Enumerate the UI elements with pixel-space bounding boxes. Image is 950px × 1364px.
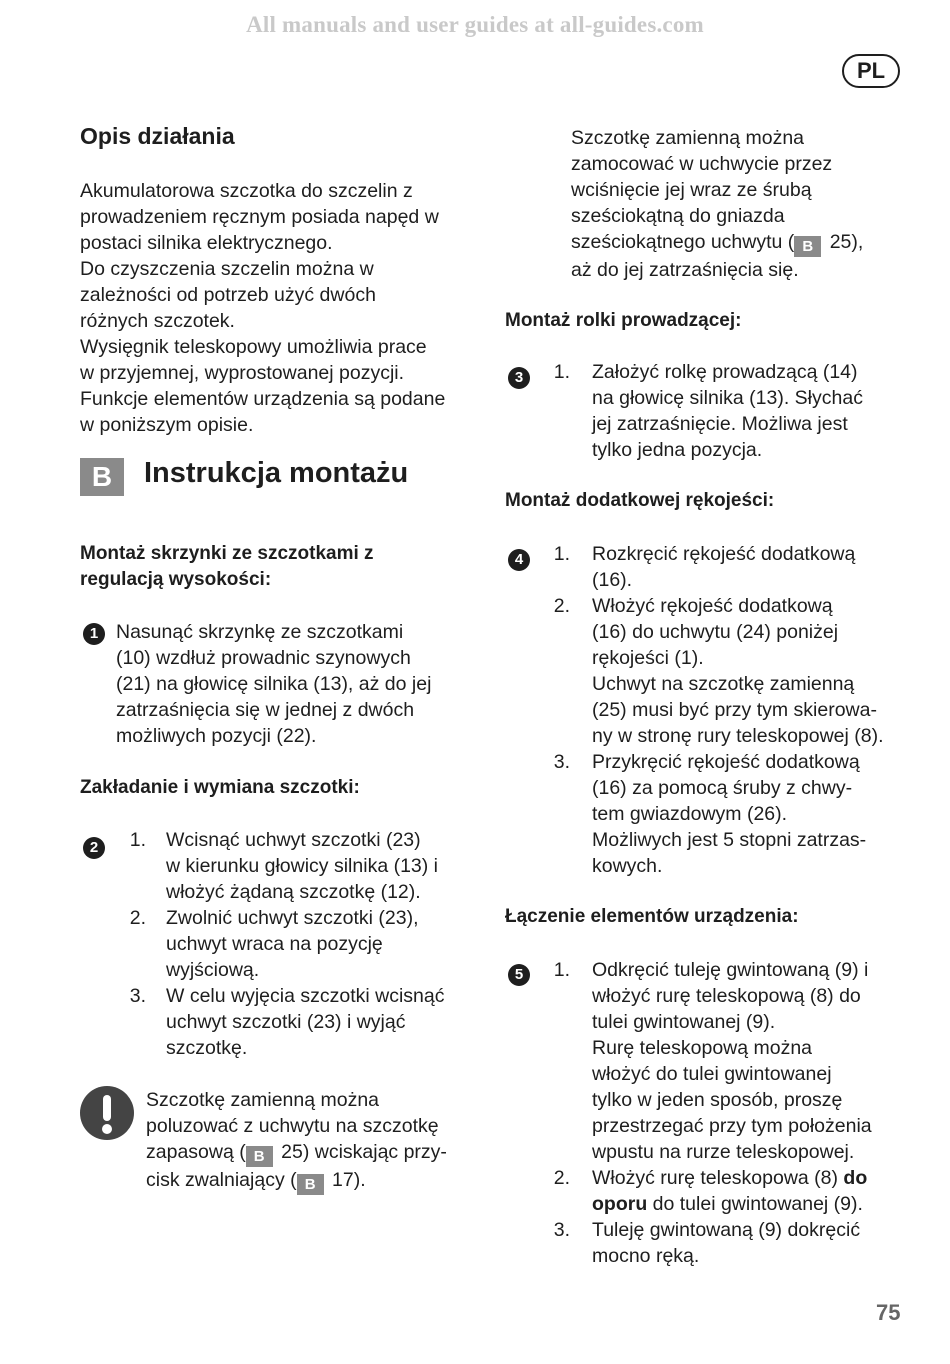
- text-line: Akumulatorowa szczotka do szczelin z: [80, 180, 413, 202]
- list-item: [116, 827, 486, 905]
- page-number: 75: [876, 1300, 901, 1325]
- laczenie-steps: [540, 957, 910, 1269]
- figure-b-box: B: [80, 458, 124, 496]
- opis-paragraph: [80, 178, 490, 438]
- text-fragment: 25),: [824, 231, 864, 253]
- text-line: Przykręcić rękojeść dodatkową: [592, 751, 860, 773]
- text-line: Do czyszczenia szczelin można w: [80, 258, 374, 280]
- text-line: kowych.: [592, 855, 663, 877]
- text-line: Odkręcić tuleję gwintowaną (9) i: [592, 959, 869, 981]
- rolka-steps: [540, 359, 910, 463]
- text-line: ny w stronę rury teleskopowej (8).: [592, 725, 884, 747]
- text-line: [571, 229, 911, 257]
- step-4-icon: 4: [508, 549, 530, 571]
- step-1-icon: 1: [83, 623, 105, 645]
- text-line: postaci silnika elektrycznego.: [80, 232, 333, 254]
- text-line: wciśnięcie jej wraz ze śrubą: [571, 179, 812, 201]
- text-line: włożyć do tulei gwintowanej: [592, 1063, 832, 1085]
- watermark: All manuals and user guides at all-guides.com: [246, 12, 704, 37]
- step-number: 1.: [553, 543, 570, 565]
- text-line: Wysięgnik teleskopowy umożliwia prace: [80, 336, 427, 358]
- heading-line: Montaż skrzynki ze szczotkami z: [80, 543, 374, 564]
- text-line: tem gwiazdowym (26).: [592, 803, 788, 825]
- list-item: [540, 749, 910, 879]
- text-line: [146, 1167, 486, 1195]
- step-number: 2.: [553, 1167, 570, 1189]
- text-line: Możliwych jest 5 stopni zatrzas-: [592, 829, 867, 851]
- text-line: Włożyć rękojeść dodatkową: [592, 595, 833, 617]
- step-text: [592, 593, 884, 749]
- step-number: 1.: [553, 361, 570, 383]
- text-line: wyjściową.: [166, 959, 260, 981]
- skrzynka-paragraph: [116, 619, 476, 749]
- step-text: [592, 541, 855, 593]
- language-badge: PL: [842, 54, 900, 88]
- step-number: 1.: [129, 829, 146, 851]
- rolka-heading: Montaż rolki prowadzącej:: [505, 310, 742, 331]
- text-line: włożyć rurę teleskopową (8) do: [592, 985, 861, 1007]
- figure-b-ref: B: [246, 1146, 273, 1167]
- step-text: [592, 957, 872, 1165]
- heading-line: regulacją wysokości:: [80, 569, 272, 590]
- exclamation-bar: [103, 1095, 111, 1121]
- text-line: tulei gwintowanej (9).: [592, 1011, 776, 1033]
- step-text: [592, 749, 866, 879]
- bold-text: do: [843, 1167, 868, 1189]
- list-item: [540, 1217, 910, 1269]
- text-line: uchwyt wraca na pozycję: [166, 933, 383, 955]
- text-line: (16) do uchwytu (24) poniżej: [592, 621, 839, 643]
- text-line: w przyjemnej, wyprostowanej pozycji.: [80, 362, 405, 384]
- text-line: W celu wyjęcia szczotki wcisnąć: [166, 985, 445, 1007]
- text-line: w kierunku głowicy silnika (13) i: [166, 855, 439, 877]
- text-line: zatrzaśnięcia się w jednej z dwóch: [116, 699, 415, 721]
- list-item: [116, 983, 486, 1061]
- text-line: szczotkę.: [166, 1037, 248, 1059]
- bold-text: oporu: [592, 1193, 648, 1215]
- text-line: rękojeści (1).: [592, 647, 704, 669]
- section-heading-opis: Opis działania: [80, 123, 235, 149]
- text-line: Wcisnąć uchwyt szczotki (23): [166, 829, 421, 851]
- step-2-icon: 2: [83, 837, 105, 859]
- text-fragment: Włożyć rurę teleskopowa (8): [592, 1167, 844, 1189]
- text-line: [146, 1139, 486, 1167]
- text-line: (21) na głowicę silnika (13), aż do jej: [116, 673, 432, 695]
- step-number: 2.: [553, 595, 570, 617]
- text-fragment: 25) wciskając przy-: [275, 1141, 447, 1163]
- text-line: poluzować z uchwytu na szczotkę: [146, 1115, 439, 1137]
- uwaga-paragraph: [146, 1087, 486, 1195]
- text-line: włożyć żądaną szczotkę (12).: [166, 881, 421, 903]
- step-text: [166, 905, 418, 983]
- text-fragment: zapasową (: [146, 1141, 246, 1163]
- text-line: Tuleję gwintowaną (9) dokręcić: [592, 1219, 861, 1241]
- text-line: Funkcje elementów urządzenia są podane: [80, 388, 446, 410]
- text-line: (10) wzdłuż prowadnic szynowych: [116, 647, 411, 669]
- step-5-icon: 5: [508, 964, 530, 986]
- step-number: 1.: [553, 959, 570, 981]
- list-item: [540, 1165, 910, 1217]
- step-number: 3.: [553, 751, 570, 773]
- skrzynka-heading: [80, 541, 374, 593]
- zakladanie-steps: [116, 827, 486, 1061]
- text-line: na głowicę silnika (13). Słychać: [592, 387, 863, 409]
- text-line: Uchwyt na szczotkę zamienną: [592, 673, 855, 695]
- text-fragment: sześciokątnego uchwytu (: [571, 231, 795, 253]
- text-line: Założyć rolkę prowadzącą (14): [592, 361, 858, 383]
- step-text: [592, 359, 863, 463]
- text-line: wpustu na rurze teleskopowej.: [592, 1141, 855, 1163]
- step-text: [592, 1165, 867, 1217]
- zakladanie-heading: Zakładanie i wymiana szczotki:: [80, 777, 360, 798]
- text-line: Rozkręcić rękojeść dodatkową: [592, 543, 856, 565]
- text-line: mocno ręką.: [592, 1245, 700, 1267]
- text-line: [592, 1191, 867, 1217]
- text-fragment: do tulei gwintowanej (9).: [647, 1193, 863, 1215]
- step-number: 3.: [129, 985, 146, 1007]
- text-line: [592, 1165, 867, 1191]
- exclamation-icon: [80, 1086, 134, 1140]
- exclamation-dot: [102, 1124, 112, 1134]
- step-text: [166, 827, 438, 905]
- text-line: jej zatrzaśnięcie. Możliwa jest: [592, 413, 848, 435]
- text-line: zamocować w uchwycie przez: [571, 153, 833, 175]
- step-3-icon: 3: [508, 367, 530, 389]
- text-line: w poniższym opisie.: [80, 414, 254, 436]
- list-item: [540, 593, 910, 749]
- text-line: (25) musi być przy tym skierowa-: [592, 699, 877, 721]
- text-line: różnych szczotek.: [80, 310, 235, 332]
- text-fragment: cisk zwalniający (: [146, 1169, 297, 1191]
- step-number: 3.: [553, 1219, 570, 1241]
- instrukcja-title: Instrukcja montażu: [144, 457, 409, 489]
- text-line: Szczotkę zamienną można: [571, 127, 805, 149]
- figure-b-ref: B: [297, 1174, 324, 1195]
- text-line: Rurę teleskopową można: [592, 1037, 813, 1059]
- text-line: tylko w jeden sposób, proszę: [592, 1089, 843, 1111]
- rekojesc-heading: Montaż dodatkowej rękojeści:: [505, 490, 775, 511]
- list-item: [116, 905, 486, 983]
- text-line: prowadzeniem ręcznym posiada napęd w: [80, 206, 439, 228]
- text-line: Szczotkę zamienną można: [146, 1089, 380, 1111]
- text-line: uchwyt szczotki (23) i wyjąć: [166, 1011, 406, 1033]
- text-line: sześciokątną do gniazda: [571, 205, 785, 227]
- step-number: 2.: [129, 907, 146, 929]
- text-line: aż do jej zatrzaśnięcia się.: [571, 259, 799, 281]
- text-line: Nasunąć skrzynkę ze szczotkami: [116, 621, 404, 643]
- text-line: możliwych pozycji (22).: [116, 725, 317, 747]
- text-line: (16).: [592, 569, 633, 591]
- text-fragment: 17).: [326, 1169, 366, 1191]
- text-line: Zwolnić uchwyt szczotki (23),: [166, 907, 419, 929]
- list-item: [540, 359, 910, 463]
- figure-b-ref: B: [794, 236, 821, 257]
- list-item: [540, 957, 910, 1165]
- text-line: zależności od potrzeb użyć dwóch: [80, 284, 376, 306]
- text-line: tylko jedna pozycja.: [592, 439, 763, 461]
- text-line: (16) za pomocą śruby z chwy-: [592, 777, 853, 799]
- laczenie-heading: Łączenie elementów urządzenia:: [505, 906, 799, 927]
- intro-paragraph-right: [571, 125, 911, 283]
- text-line: przestrzegać przy tym położenia: [592, 1115, 872, 1137]
- step-text: [166, 983, 444, 1061]
- step-text: [592, 1217, 860, 1269]
- rekojesc-steps: [540, 541, 910, 879]
- list-item: [540, 541, 910, 593]
